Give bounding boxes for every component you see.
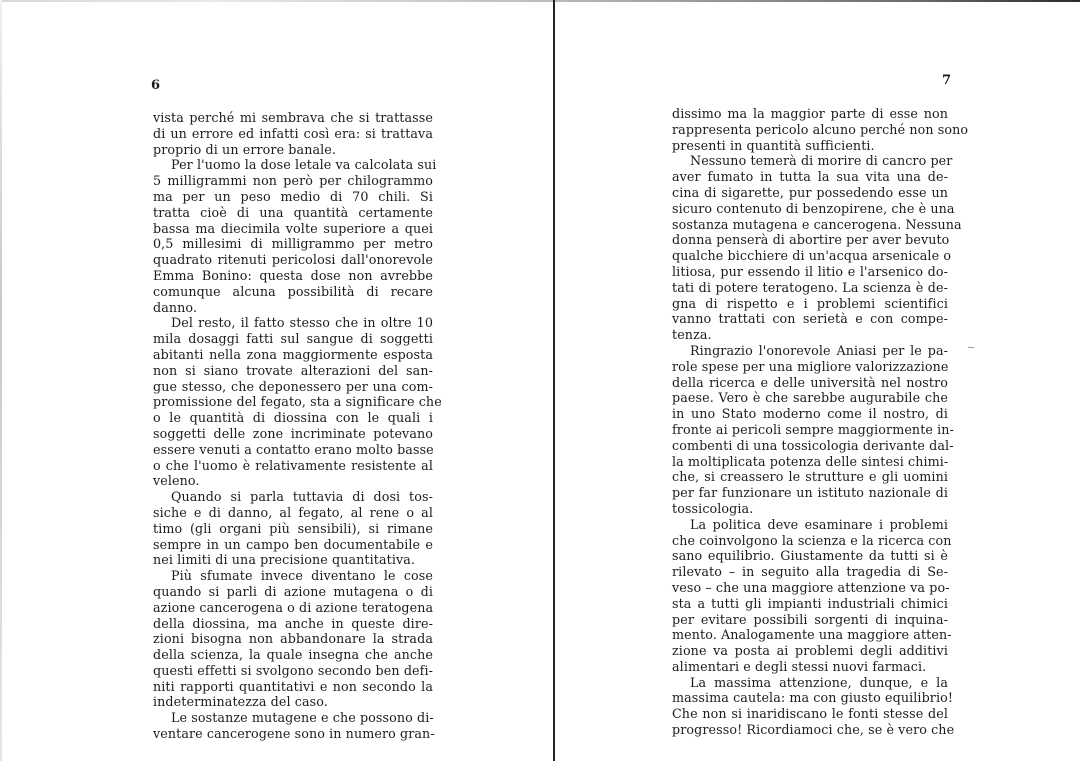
left-page-text-column [153,110,442,742]
text-line: paese. Vero è che sarebbe augurabile che [672,390,948,406]
text-line: della diossina, ma anche in queste dire- [153,615,433,631]
text-line: mila dosaggi fatti sul sangue di soggetti [153,331,433,347]
text-line: promissione del fegato, sta a significare che [153,394,442,410]
text-line: mento. Analogamente una maggiore atten- [672,627,952,643]
page-top-edge [0,0,1080,2]
text-line: ma per un peso medio di 70 chili. Si [153,188,433,204]
text-line: per far funzionare un istituto nazionale di [672,485,948,501]
text-line: La politica deve esaminare i problemi [690,516,948,532]
text-line: Quando si parla tuttavia di dosi tos- [171,489,433,505]
text-line: rilevato – in seguito alla tragedia di Se- [672,564,948,580]
text-line: vanno trattati con serietà e con compe- [672,311,948,327]
text-line: cina di sigarette, pur possedendo esse un [672,184,948,200]
text-line: massima cautela: ma con giusto equilibrio! [672,690,954,706]
text-line: tati di potere teratogeno. La scienza è de- [672,279,948,295]
text-line: quando si parli di azione mutagena o di [153,583,433,599]
text-line: niti rapporti quantitativi e non secondo la [153,678,433,694]
text-line: sta a tutti gli impianti industriali chimici [672,595,948,611]
text-line: progresso! Ricordiamoci che, se è vero che [672,722,955,738]
text-line: litiosa, pur essendo il litio e l'arsenico do- [672,263,948,279]
text-line: danno. [153,299,198,315]
text-line: dissimo ma la maggior parte di esse non [672,106,948,121]
text-line: qualche bicchiere di un'acqua arsenicale o [672,248,952,264]
text-line: che coinvolgono la scienza e la ricerca con [672,532,952,548]
text-line: Del resto, il fatto stesso che in oltre 10 [171,315,433,331]
text-line: Nessuno temerà di morire di cancro per [690,153,953,169]
text-line: aver fumato in tutta la sua vita una de- [672,169,948,185]
text-line: in uno Stato moderno come il nostro, di [672,406,948,422]
text-line: bassa ma diecimila volte superiore a quei [153,220,433,236]
text-line: Emma Bonino: questa dose non avrebbe [153,267,433,283]
text-line: 5 milligrammi non però per chilogrammo [153,173,433,189]
text-line: della ricerca e delle università nel nostro [672,374,948,390]
text-line: tossicologia. [672,500,754,516]
text-line: veleno. [153,473,200,489]
text-line: Le sostanze mutagene e che possono di- [171,710,434,726]
text-line: quadrato ritenuti pericolosi dall'onorevole [153,252,433,268]
text-line: Più sfumate invece diventano le cose [171,568,433,584]
text-line: comunque alcuna possibilità di recare [153,283,433,299]
book-gutter [553,0,555,761]
text-line: Che non si inaridiscano le fonti stesse del [672,706,948,722]
text-line: tratta cioè di una quantità certamente [153,204,433,220]
text-line: ventare cancerogene sono in numero gran- [153,726,435,742]
text-line: essere venuti a contatto erano molto basse [153,441,434,457]
text-line: sano equilibrio. Giustamente da tutti si è [672,548,948,564]
text-line: proprio di un errore banale. [153,141,337,157]
text-line: zione va posta ai problemi degli additivi [672,643,948,659]
text-line: sicuro contenuto di benzopirene, che è una [672,200,955,216]
text-line: sostanza mutagena e cancerogena. Nessuna [672,216,962,232]
page-left-edge [0,0,2,761]
text-line: soggetti delle zone incriminate potevano [153,425,433,441]
text-line: gue stesso, che deponessero per una com- [153,378,433,394]
right-page-text-column [672,106,969,738]
text-line: Ringrazio l'onorevole Aniasi per le pa- [690,342,948,358]
text-line: veso – che una maggiore attenzione va po- [672,579,950,595]
text-line: nei limiti di una precisione quantitativa. [153,552,416,568]
text-line: non si siano trovate alterazioni del san- [153,362,433,378]
text-line: alimentari e degli stessi nuovi farmaci. [672,658,927,674]
margin-mark [968,347,974,348]
text-line: gna di rispetto e i problemi scientifici [672,295,948,311]
text-line: indeterminatezza del caso. [153,694,328,710]
text-line: tenza. [672,327,712,343]
text-line: per evitare possibili sorgenti di inquina- [672,611,948,627]
text-line: o le quantità di diossina con le quali i [153,410,433,426]
text-line: azione cancerogena o di azione teratogena [153,599,434,615]
text-line: combenti di una tossicologia derivante dal- [672,437,954,453]
text-line: donna penserà di abortire per aver bevuto [672,232,950,248]
text-line: La massima attenzione, dunque, e la [690,674,948,690]
text-line: Per l'uomo la dose letale va calcolata sui [171,157,437,173]
text-line: 0,5 millesimi di milligrammo per metro [153,236,433,252]
text-line: della scienza, la quale insegna che anche [153,647,433,663]
text-line: questi effetti si svolgono secondo ben defi- [153,662,433,678]
text-line: sempre in un campo ben documentabile e [153,536,433,552]
text-line: zioni bisogna non abbandonare la strada [153,631,433,647]
text-line: role spese per una migliore valorizzazione [672,358,949,374]
text-line: o che l'uomo è relativamente resistente al [153,457,433,473]
text-line: abitanti nella zona maggiormente esposta [153,346,433,362]
text-line: presenti in quantità sufficienti. [672,137,875,153]
text-line: rappresenta pericolo alcuno perché non sono [672,121,969,137]
text-line: vista perché mi sembrava che si trattasse [153,110,433,125]
text-line: di un errore ed infatti così era: si trattava [153,125,433,141]
text-line: timo (gli organi più sensibili), si rimane [153,520,433,536]
right-page-number: 7 [942,73,952,88]
text-line: la moltiplicata potenza delle sintesi chimi- [672,453,949,469]
left-page-number: 6 [151,78,161,93]
text-line: che, si creassero le strutture e gli uomini [672,469,948,485]
text-line: fronte ai pericoli sempre maggiormente in- [672,421,954,437]
text-line: siche e di danno, al fegato, al rene o al [153,504,433,520]
